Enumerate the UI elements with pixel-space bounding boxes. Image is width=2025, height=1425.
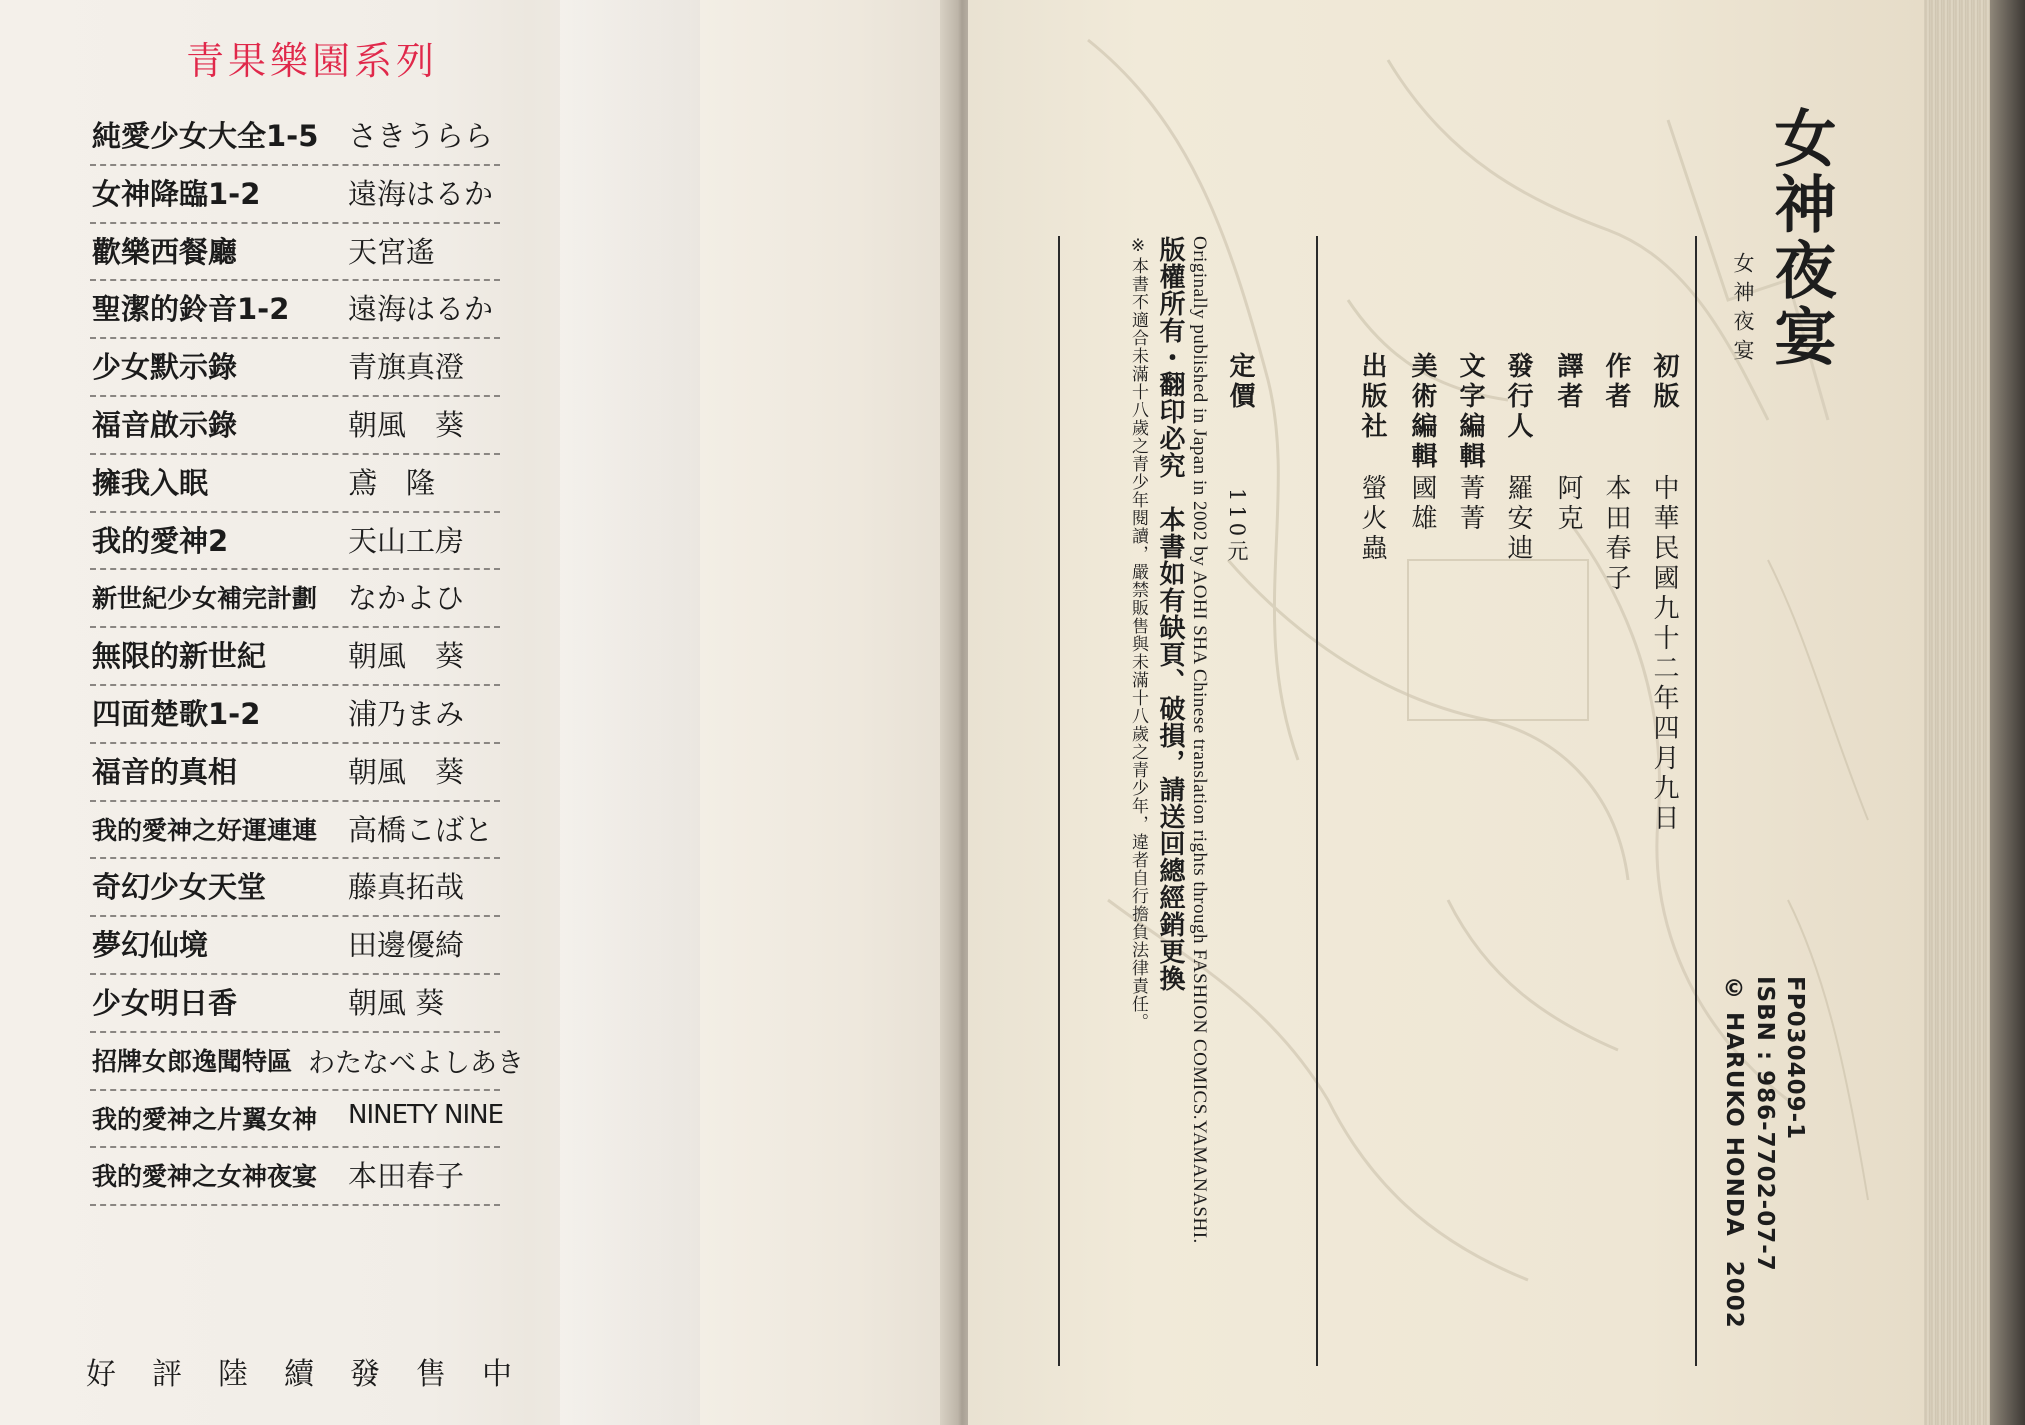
catalog-title: 歡樂西餐廳 [92,234,238,269]
cover-flap [700,0,960,1425]
catalog-title: 招牌女郎逸聞特區 [92,1046,293,1076]
catalog-author: 朝風 葵 [348,407,465,442]
catalog-author: 高橋こばと [348,812,494,847]
book-subtitle: 女神夜宴 [1731,252,1755,368]
catalog-title: 福音的真相 [92,754,238,789]
catalog-author: なかよひ [348,581,465,616]
credit-label: 出版社 [1357,352,1387,442]
catalog-row [90,1091,504,1149]
credit-value: 國雄 [1407,474,1437,534]
product-code: FP030409-1 [1782,976,1808,1141]
catalog-author: NINETY NINE [348,1099,504,1130]
catalog-title: 福音啟示錄 [92,407,238,442]
catalog-title: 女神降臨1-2 [92,176,261,211]
catalog-author: 鳶 隆 [348,465,436,500]
credit-value: 本田春子 [1601,474,1631,594]
divider-line [1316,236,1318,1366]
book-title: 女神夜宴 [1764,106,1837,370]
rights-note: 版權所有・翻印必究 本書如有缺頁、破損，請送回總經銷更換 [1155,236,1185,992]
credit-value: 中華民國九十二年四月九日 [1649,474,1679,834]
divider-line [1058,236,1060,1366]
origin-note: Originally published in Japan in 2002 by AOHI SHA Chinese translation rights through FASHION COMICS.YAMANASHI. [1189,236,1210,1244]
catalog-row [90,1033,524,1091]
credit-label: 文字編輯 [1455,352,1485,472]
catalog-author: わたなべよしあき [308,1047,524,1079]
catalog-title: 少女默示錄 [92,350,238,385]
catalog-author: 田邊優綺 [348,928,465,963]
catalog-title: 擁我入眠 [92,465,209,500]
catalog-title: 我的愛神2 [92,523,229,558]
catalog-title: 我的愛神之女神夜宴 [92,1162,318,1192]
catalog-title: 聖潔的鈴音1-2 [92,292,290,327]
catalog-row [90,108,500,166]
credit-label: 美術編輯 [1407,352,1437,472]
catalog-author: 浦乃まみ [348,696,465,731]
catalog-author: 天宮遙 [348,234,436,269]
catalog-row [90,802,500,860]
catalog-row [90,224,500,282]
catalog-author: 朝風 葵 [348,639,465,674]
catalog-title: 四面楚歌1-2 [92,696,261,731]
series-title: 青果樂園系列 [186,39,439,83]
book-fore-edge-shadow [1990,0,2025,1425]
cover-fold-strip [560,0,700,1425]
catalog-title: 奇幻少女天堂 [92,870,267,905]
credit-label: 作者 [1601,352,1631,412]
credit-value: 螢火蟲 [1357,474,1387,564]
catalog-row [90,628,500,686]
catalog-row [90,570,500,628]
catalog-row [90,513,500,571]
catalog-title: 無限的新世紀 [92,639,267,674]
catalog-row [90,1148,500,1206]
catalog-row [90,166,500,224]
catalog-author: さきうらら [348,119,494,153]
catalog-author: 朝風 葵 [348,985,445,1020]
credit-value: 羅安迪 [1503,474,1533,564]
catalog-row [90,975,500,1033]
left-page [0,0,960,1425]
catalog-row [90,744,500,802]
catalog-author: 朝風 葵 [348,754,465,789]
catalog-row [90,339,500,397]
price-label: 定價 [1225,352,1255,412]
catalog-row [90,397,500,455]
credit-value: 阿克 [1553,474,1583,534]
catalog-title: 夢幻仙境 [92,928,209,963]
catalog-author: 本田春子 [348,1159,465,1194]
credit-label: 譯者 [1553,352,1583,412]
age-restriction-note: ※本書不適合未滿十八歲之青少年閱讀，嚴禁販售與未滿十八歲之青少年，違者自行擔負法律責任。 [1128,236,1148,1031]
catalog-title: 我的愛神之好運連連 [92,815,318,845]
catalog-row [90,686,500,744]
catalog-row [90,859,500,917]
credit-label: 發行人 [1503,352,1533,442]
credit-value: 菁菁 [1455,474,1485,534]
catalog-title: 少女明日香 [92,985,238,1020]
catalog-title: 新世紀少女補完計劃 [92,584,318,614]
catalog-author: 青旗真澄 [348,350,465,385]
price-value: 110元 [1225,488,1249,566]
catalog-title: 純愛少女大全1-5 [92,119,319,153]
catalog-author: 遠海はるか [348,292,494,327]
catalog-author: 藤真拓哉 [348,870,465,905]
catalog-author: 天山工房 [348,523,465,558]
isbn: ISBN : 986-7702-07-7 [1752,976,1778,1272]
coming-soon-note: 好評陸續發售中 [86,1357,548,1392]
catalog-row [90,281,500,339]
catalog-row [90,455,500,513]
catalog-row [90,917,500,975]
series-catalog [90,108,524,1206]
catalog-author: 遠海はるか [348,176,494,211]
catalog-title: 我的愛神之片翼女神 [92,1104,318,1134]
copyright-line: © HARUKO HONDA 2002 [1721,976,1747,1329]
credit-label: 初版 [1649,352,1679,412]
divider-line [1695,236,1697,1366]
